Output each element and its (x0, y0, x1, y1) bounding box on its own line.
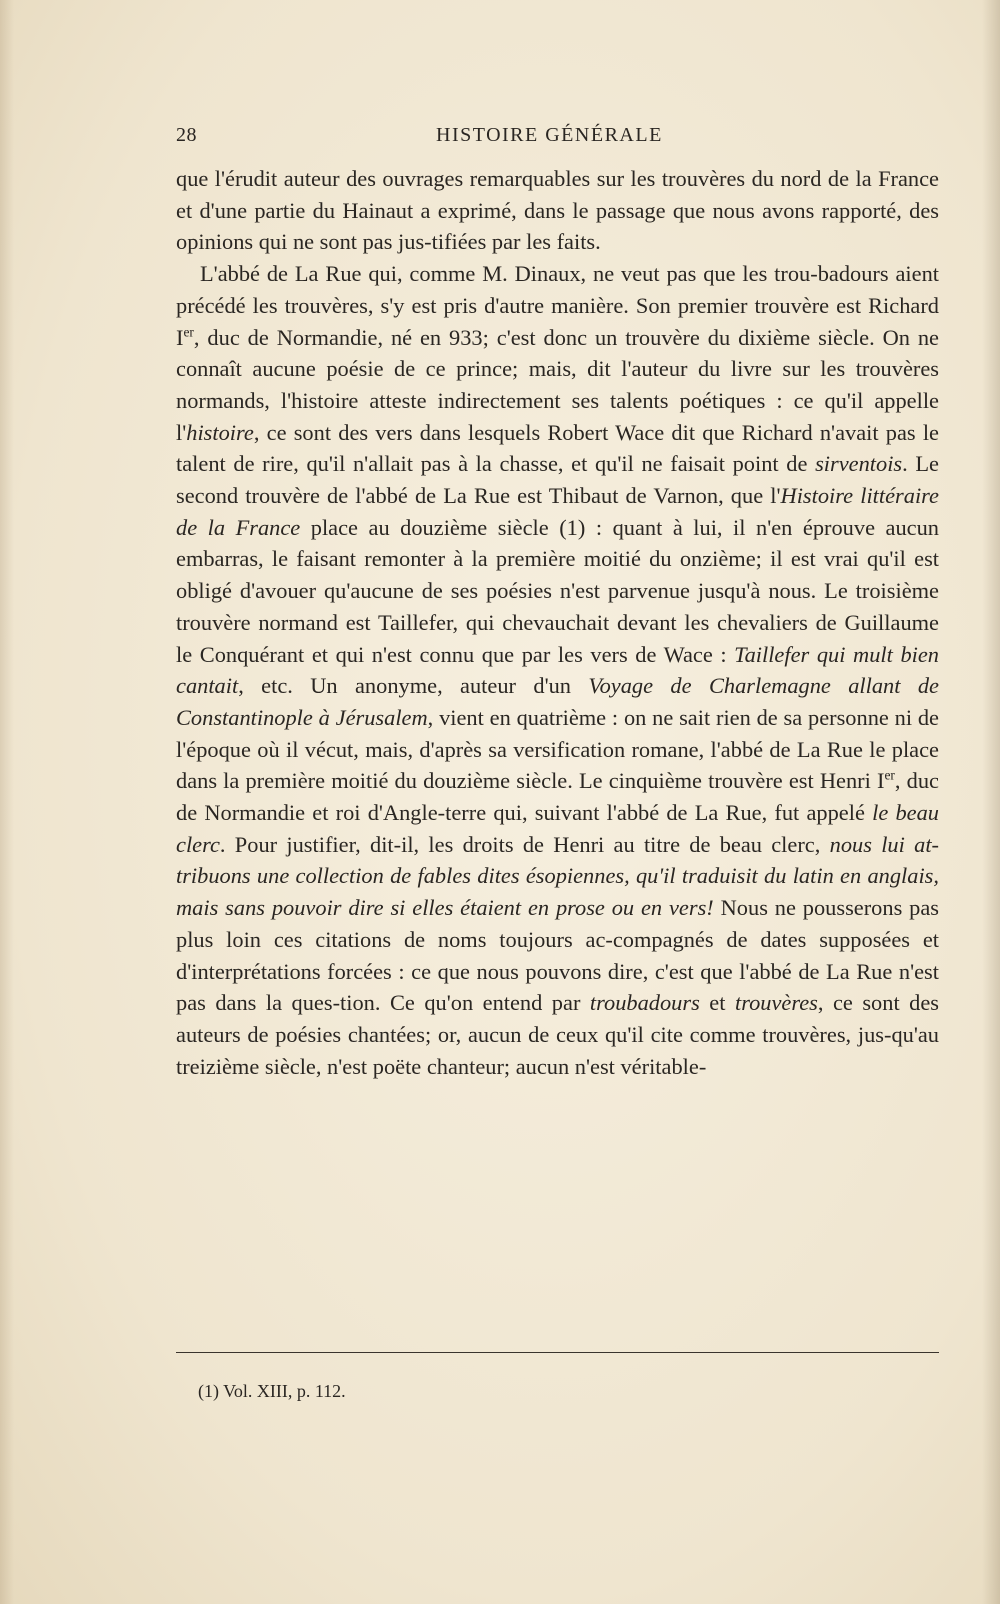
italic-text: nous lui at-tribuons une collection de fables dites ésopiennes, qu'il traduisit du latin en anglais, mais sans pouvoir dire si elles étaient en prose ou en vers! (176, 831, 939, 921)
text-run: . Pour justifier, dit-il, les droits de Henri au titre de beau clerc, (219, 831, 830, 857)
running-head: HISTOIRE GÉNÉRALE (436, 124, 663, 146)
italic-text: sirventois (815, 451, 903, 477)
text-run: L'abbé de La Rue qui, comme M. Dinaux, ne veut pas que les trou-badours aient précédé les trouvères, s'y est pris d'autre manière. Son premier trouvère est Richard I (176, 261, 939, 350)
body-text (176, 163, 939, 1082)
italic-text: troubadours (589, 990, 700, 1016)
page-header (176, 124, 936, 158)
italic-text: trouvères (734, 990, 818, 1016)
text-run: que l'érudit auteur des ouvrages remarquables sur les trouvères du nord de la France et d'une partie du Hainaut a exprimé, dans le passage que nous avons rapporté, des opinions qui ne sont pas jus-tifiées par les faits. (176, 166, 939, 255)
text-run: , etc. Un anonyme, auteur d'un (238, 673, 589, 699)
text-run: , ce sont des auteurs de poésies chantées; or, aucun de ceux qu'il cite comme trouvères, jus-qu'au treizième siècle, n'est poëte chanteur; aucun n'est véritable- (176, 990, 940, 1079)
text-run: place au douzième siècle (1) : quant à lui, il n'en éprouve aucun embarras, le faisant remonter à la première moitié du onzième; il est vrai qu'il est obligé d'avouer qu'aucune de ses poésies n'est parvenue jusqu'à nous. Le troisième trouvère normand est Taillefer, qui chevauchait devant les chevaliers de Guillaume le Conquérant et qui n'est connu que par les vers de Wace : (176, 514, 939, 667)
text-run: , duc de Normandie et roi d'Angle-terre qui, suivant l'abbé de La Rue, fut appelé (176, 768, 939, 826)
paragraph (176, 163, 939, 258)
paragraph (176, 258, 939, 1082)
text-run: Nous ne pousserons pas plus loin ces citations de noms toujours ac-compagnés de dates supposées et d'interprétations forcées : ce que nous pouvons dire, c'est que l'abbé de La Rue n'est pas dans la ques-tion. Ce qu'on entend par (176, 895, 939, 1016)
footnote: (1) Vol. XIII, p. 112. (198, 1381, 346, 1401)
text-run: , vient en quatrième : on ne sait rien de sa personne ni de l'époque où il vécut, mais, d'après sa versification romane, l'abbé de La Rue le place dans la première moitié du douzième siècle. Le cinquième trouvère est Henri I (176, 704, 939, 794)
page-left-shadow (0, 0, 14, 1604)
italic-text: Histoire littéraire de la France (176, 483, 939, 540)
footnote-rule (176, 1352, 939, 1353)
page-right-shadow (982, 0, 1000, 1604)
text-run: et (699, 990, 735, 1016)
superscript: er (884, 767, 895, 783)
superscript: er (183, 324, 194, 340)
italic-text: Taillefer qui mult bien cantait (176, 641, 939, 699)
italic-text: Voyage de Charlemagne allant de Constantinople à Jérusalem (176, 673, 939, 730)
text-run: . Le second trouvère de l'abbé de La Rue est Thibaut de Varnon, que l' (176, 451, 939, 509)
text-run: , ce sont des vers dans lesquels Robert Wace dit que Richard n'avait pas le talent de rire, qu'il n'allait pas à la chasse, et qu'il ne faisait point de (176, 419, 939, 477)
page-number: 28 (176, 124, 197, 146)
italic-text: histoire (186, 419, 254, 445)
italic-text: le beau clerc (176, 800, 939, 857)
text-run: , duc de Normandie, né en 933; c'est donc un trouvère du dixième siècle. On ne connaît aucune poésie de ce prince; mais, dit l'auteur du livre sur les trouvères normands, l'histoire atteste indirectement ses talents poétiques : ce qu'il appelle l' (176, 324, 939, 445)
